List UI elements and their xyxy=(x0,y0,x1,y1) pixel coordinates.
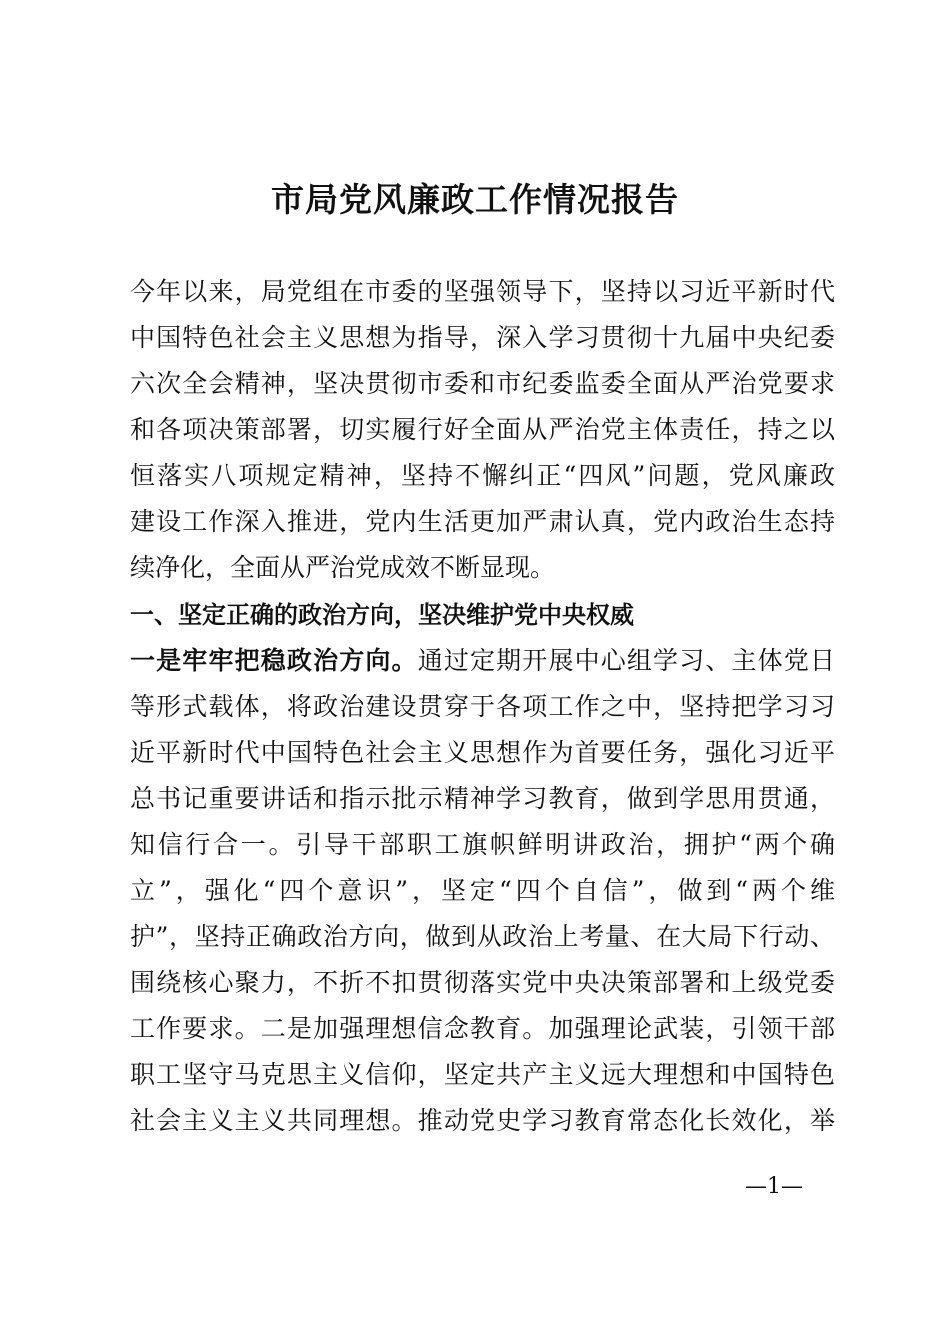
body-line-10: 社会主义主义共同理想。推动党史学习教育常态化长效化，举 xyxy=(130,1106,835,1135)
intro-line-5: 恒落实八项规定精神，坚持不懈纠正“四风”问题，党风廉政 xyxy=(130,461,835,490)
intro-line-4: 和各项决策部署，切实履行好全面从严治党主体责任，持之以 xyxy=(130,415,835,444)
body-line-4: 知信行合一。引导干部职工旗帜鲜明讲政治，拥护“两个确 xyxy=(130,830,835,859)
page-number: —1— xyxy=(745,1174,803,1199)
body-line-3: 总书记重要讲话和指示批示精神学习教育，做到学思用贯通， xyxy=(130,784,835,813)
intro-line-7: 续净化，全面从严治党成效不断显现。 xyxy=(130,553,556,582)
body-line-1: 等形式载体，将政治建设贯穿于各项工作之中，坚持把学习习 xyxy=(130,692,835,721)
section-heading: 一、坚定正确的政治方向，坚决维护党中央权威 xyxy=(130,601,634,629)
section-lead-phrase: 一是牢牢把稳政治方向。 xyxy=(130,646,418,675)
body-line-6: 护”，坚持正确政治方向，做到从政治上考量、在大局下行动、 xyxy=(130,922,835,951)
intro-line-2: 中国特色社会主义思想为指导，深入学习贯彻十九届中央纪委 xyxy=(130,323,835,352)
body-line-9: 职工坚守马克思主义信仰，坚定共产主义远大理想和中国特色 xyxy=(130,1060,835,1089)
body-line-2: 近平新时代中国特色社会主义思想作为首要任务，强化习近平 xyxy=(130,738,835,767)
intro-line-3: 六次全会精神，坚决贯彻市委和市纪委监委全面从严治党要求 xyxy=(130,369,835,398)
intro-line-6: 建设工作深入推进，党内生活更加严肃认真，党内政治生态持 xyxy=(130,507,835,536)
section-first-line-rest: 通过定期开展中心组学习、主体党日 xyxy=(417,646,835,675)
body-line-8: 工作要求。二是加强理想信念教育。加强理论武装，引领干部 xyxy=(130,1014,835,1043)
body-line-7: 围绕核心聚力，不折不扣贯彻落实党中央决策部署和上级党委 xyxy=(130,968,835,997)
section-first-line xyxy=(130,638,835,684)
intro-line-1: 今年以来，局党组在市委的坚强领导下，坚持以习近平新时代 xyxy=(130,277,835,306)
document-title: 市局党风廉政工作情况报告 xyxy=(271,180,679,219)
body-line-5: 立”，强化“四个意识”，坚定“四个自信”，做到“两个维 xyxy=(130,876,835,905)
